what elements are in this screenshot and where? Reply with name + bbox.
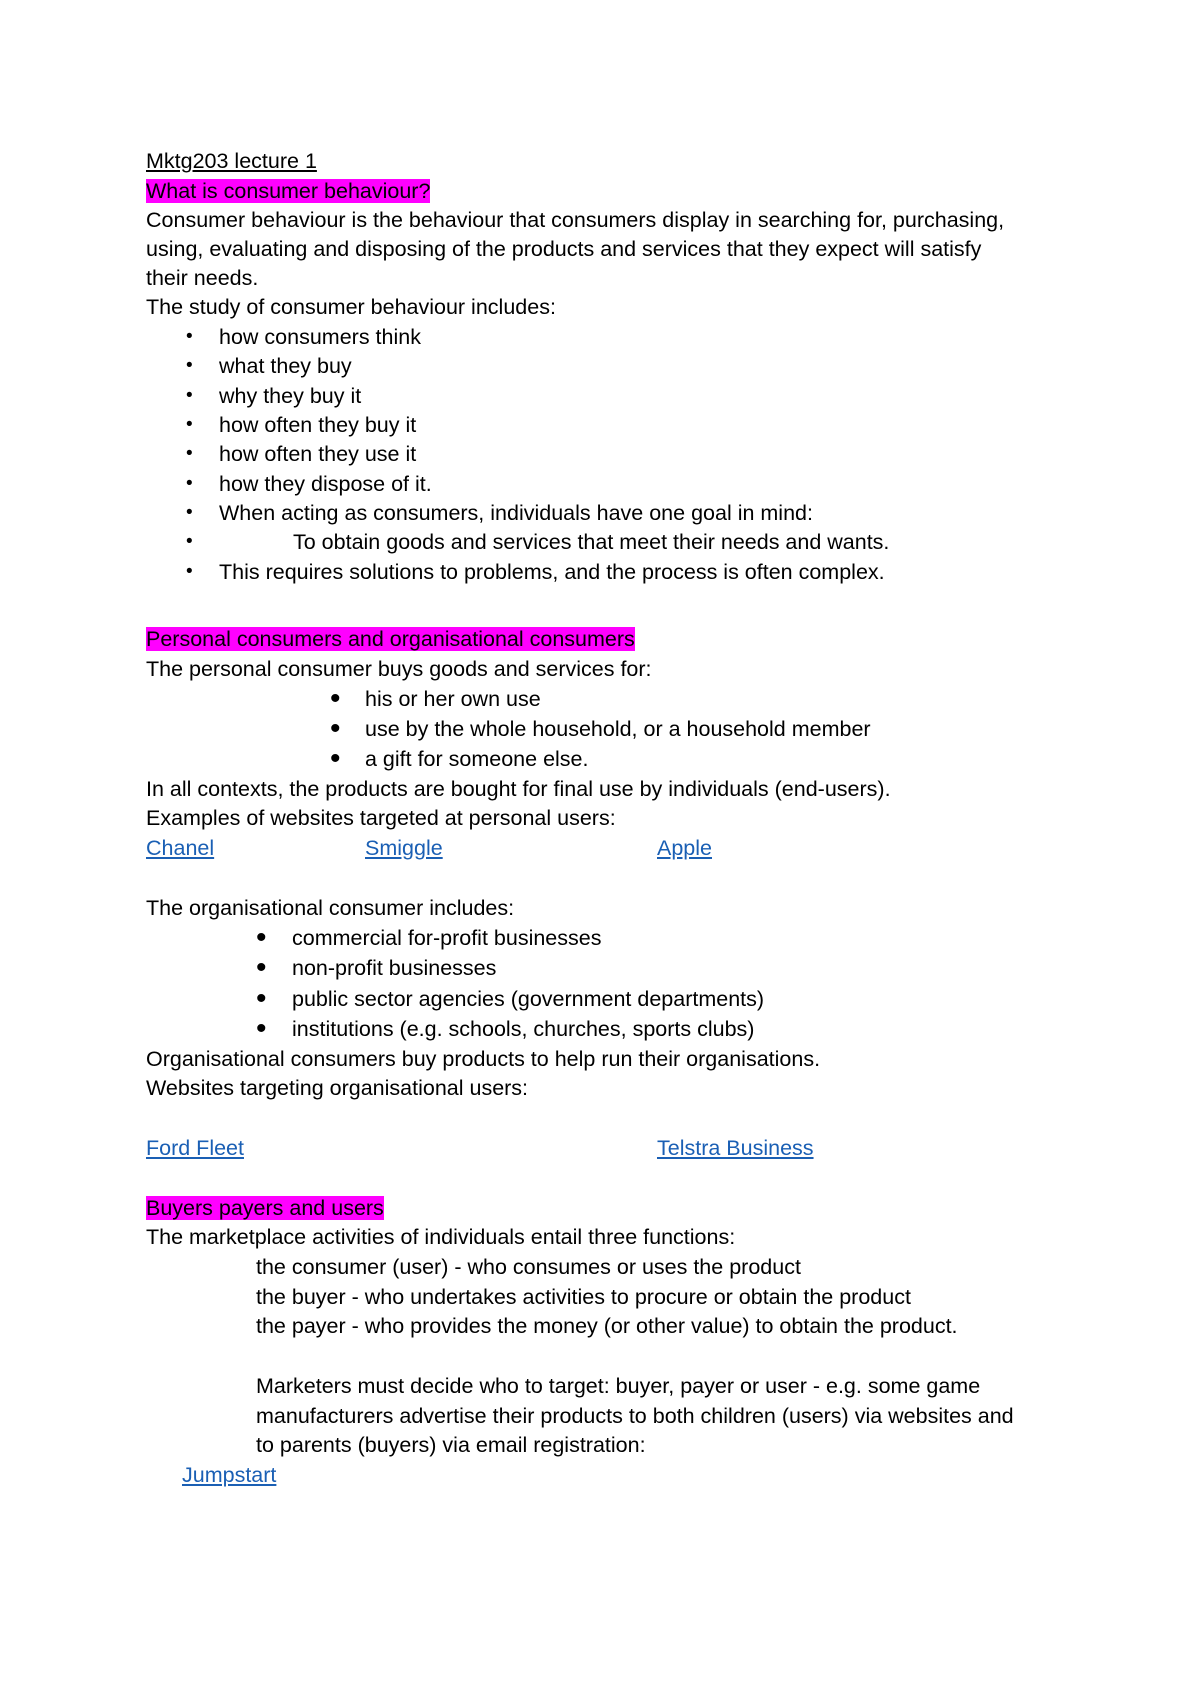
functions-intro: The marketplace activities of individuals entail three functions: [146,1225,736,1249]
org-intro: The organisational consumer includes: [146,896,515,920]
list-item: • non-profit businesses [256,951,497,984]
section-heading-consumer-behaviour: What is consumer behaviour? [146,179,431,203]
list-item: • use by the whole household, or a household member [330,712,871,745]
marketers-line: to parents (buyers) via email registration: [256,1433,646,1457]
link-ford-fleet[interactable]: Ford Fleet [146,1136,244,1160]
document-title: Mktg203 lecture 1 [146,149,317,173]
definition-line: using, evaluating and disposing of the products and services that they expect will satisfy [146,237,982,261]
function-line: the payer - who provides the money (or other value) to obtain the product. [256,1314,958,1338]
list-item: • This requires solutions to problems, and the process is often complex. [186,560,885,584]
list-item: • institutions (e.g. schools, churches, sports clubs) [256,1012,755,1045]
study-intro: The study of consumer behaviour includes: [146,295,556,319]
list-item: • his or her own use [330,682,541,715]
personal-context-line: In all contexts, the products are bought for final use by individuals (end-users). [146,777,891,801]
list-item: • To obtain goods and services that meet their needs and wants. [186,530,890,554]
list-item: • how often they buy it [186,413,417,437]
list-item: • how often they use it [186,442,417,466]
link-apple[interactable]: Apple [657,836,712,860]
function-line: the buyer - who undertakes activities to procure or obtain the product [256,1285,911,1309]
list-item: • how they dispose of it. [186,472,432,496]
section-heading-personal-organisational: Personal consumers and organisational consumers [146,627,635,651]
personal-intro: The personal consumer buys goods and services for: [146,657,652,681]
list-item: • how consumers think [186,325,421,349]
link-telstra-business[interactable]: Telstra Business [657,1136,814,1160]
list-item: • When acting as consumers, individuals have one goal in mind: [186,501,813,525]
personal-examples-line: Examples of websites targeted at personal users: [146,806,616,830]
link-chanel[interactable]: Chanel [146,836,215,860]
definition-line: their needs. [146,266,259,290]
link-smiggle[interactable]: Smiggle [365,836,443,860]
section-heading-buyers-payers-users: Buyers payers and users [146,1196,384,1220]
function-line: the consumer (user) - who consumes or uses the product [256,1255,801,1279]
org-websites-line: Websites targeting organisational users: [146,1076,529,1100]
list-item: • public sector agencies (government departments) [256,982,765,1015]
marketers-line: manufacturers advertise their products to both children (users) via websites and [256,1404,1014,1428]
list-item: • what they buy [186,354,352,378]
list-item: • a gift for someone else. [330,742,589,775]
definition-line: Consumer behaviour is the behaviour that consumers display in searching for, purchasing, [146,208,1005,232]
org-line: Organisational consumers buy products to help run their organisations. [146,1047,821,1071]
link-jumpstart[interactable]: Jumpstart [182,1463,277,1487]
marketers-line: Marketers must decide who to target: buyer, payer or user - e.g. some game [256,1374,981,1398]
list-item: • why they buy it [186,384,362,408]
list-item: • commercial for-profit businesses [256,921,602,954]
